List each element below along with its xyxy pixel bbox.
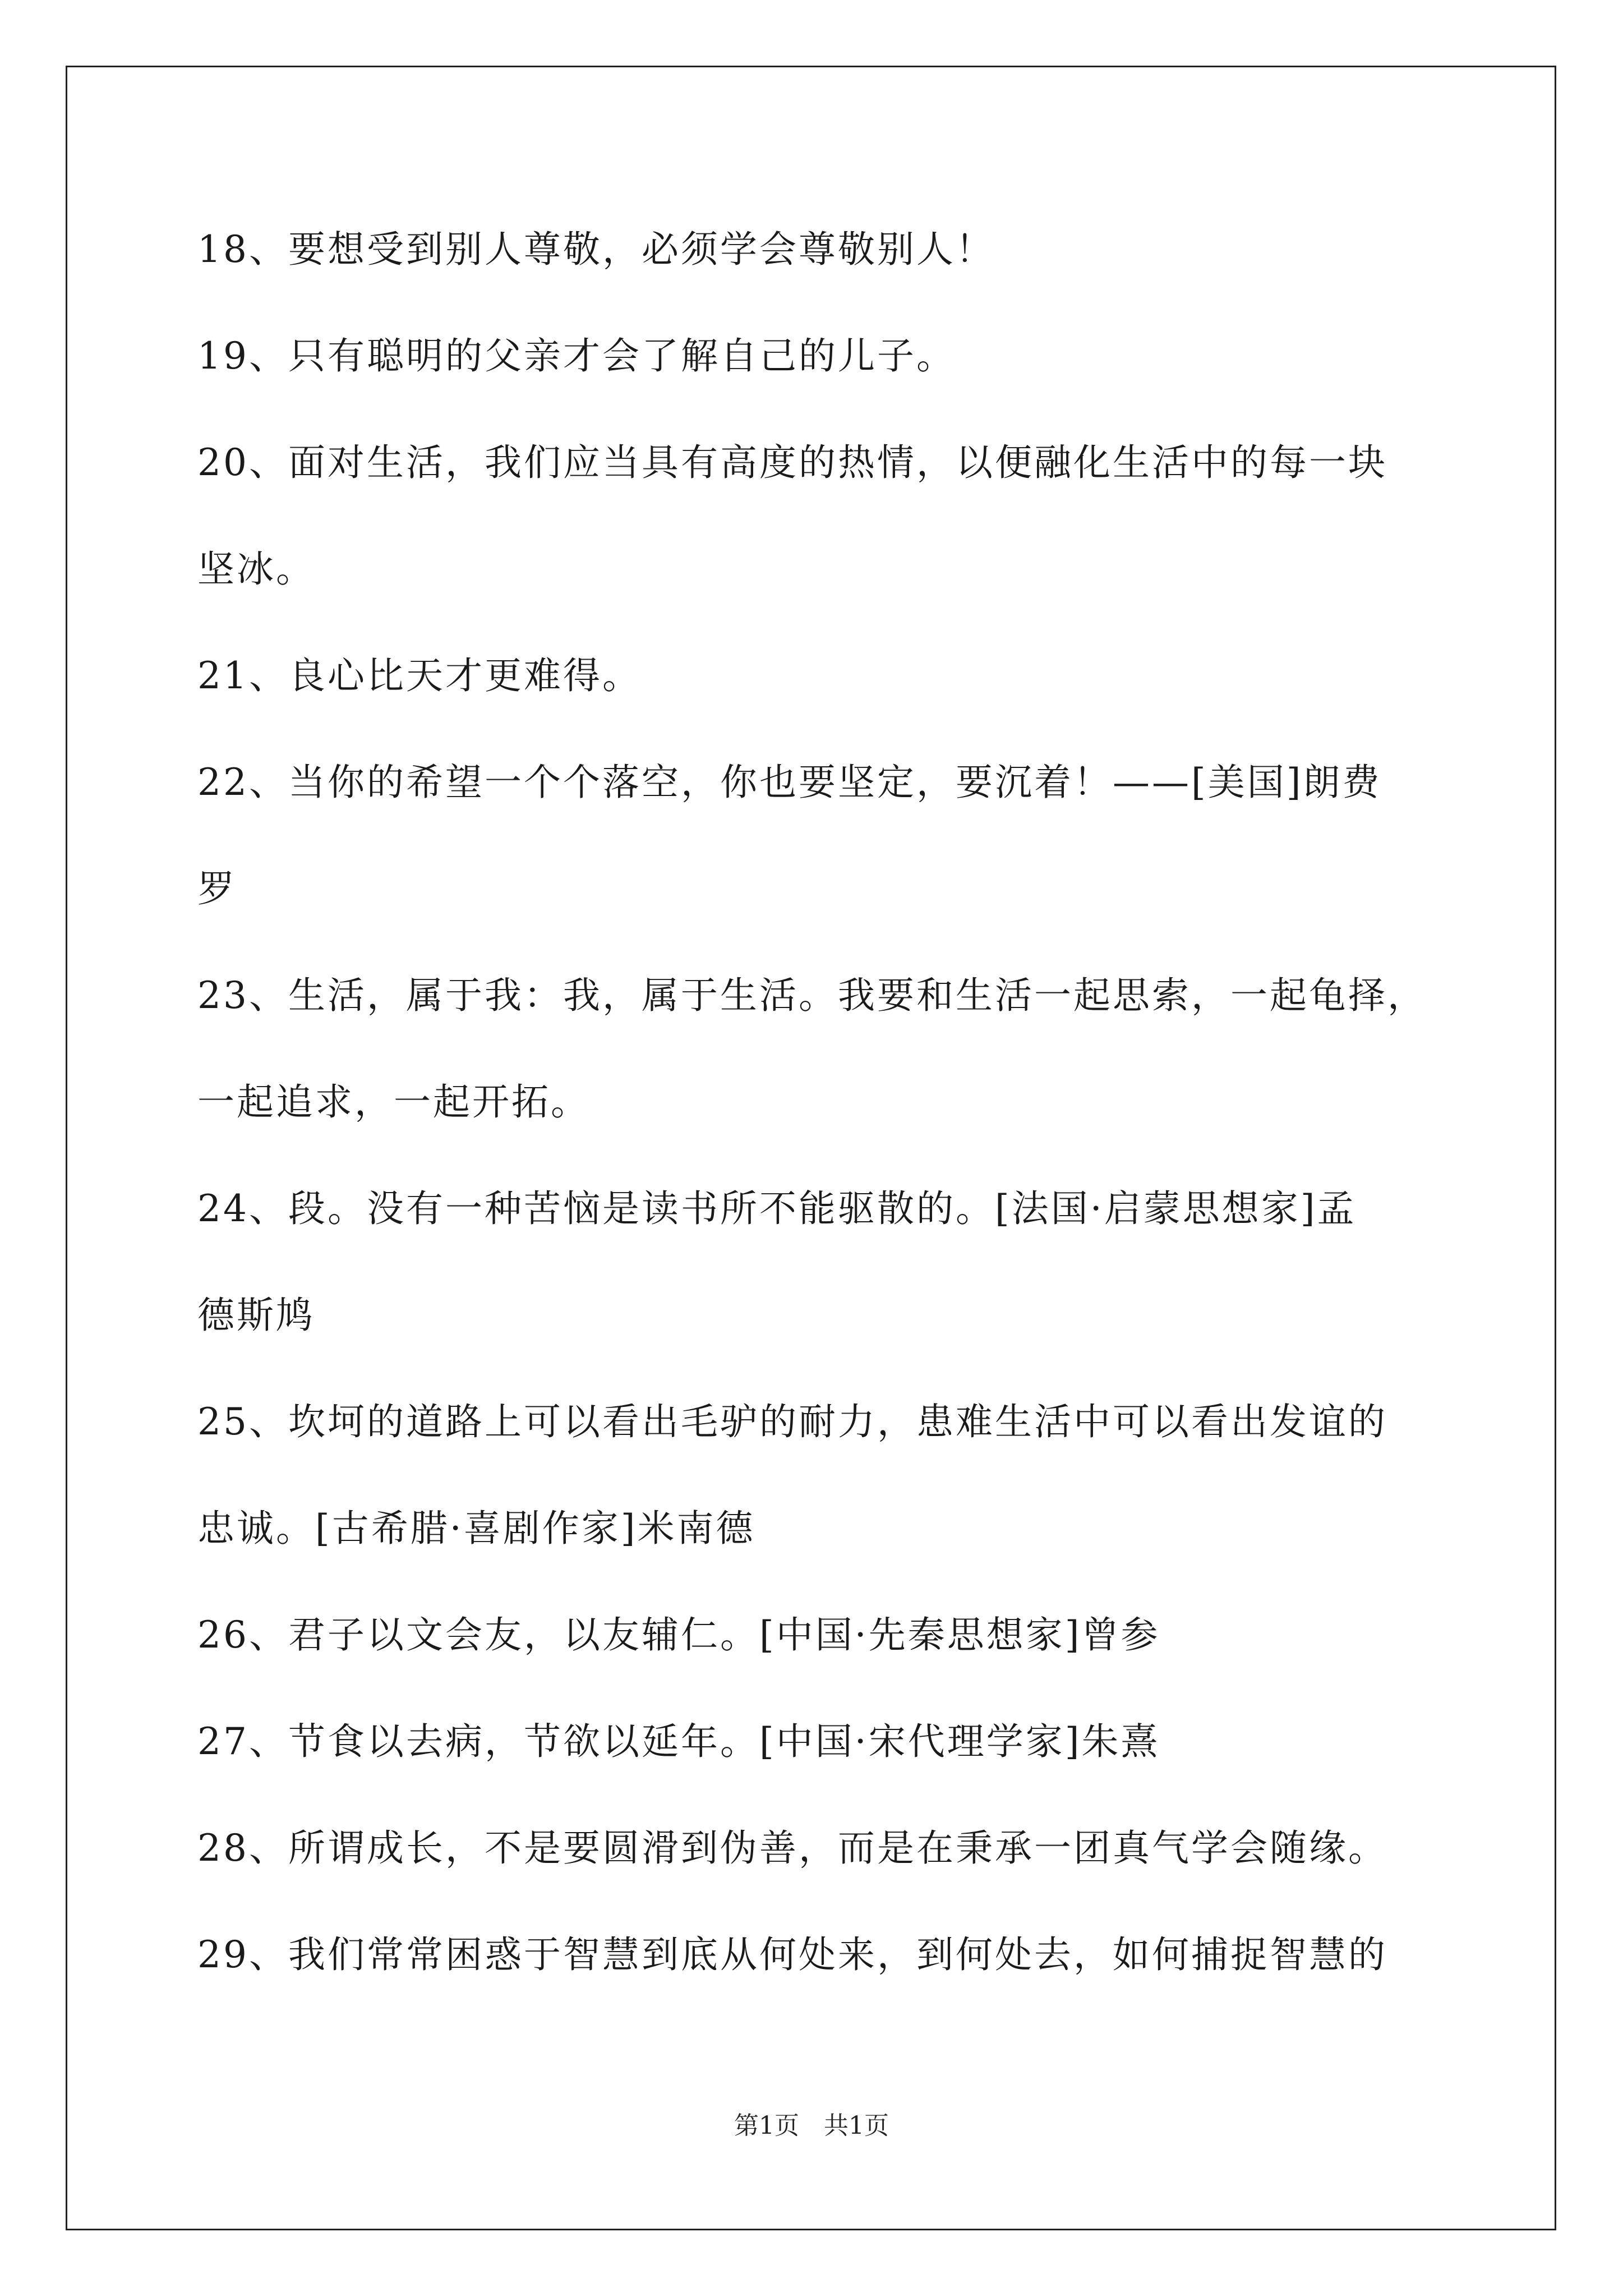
text-line-quote-27: 27、节食以去病，节欲以延年。[中国·宋代理学家]朱熹	[197, 1720, 1160, 1763]
text-line-quote-26: 26、君子以文会友，以友辅仁。[中国·先秦思想家]曾参	[197, 1613, 1160, 1657]
text-line-quote-19: 19、只有聪明的父亲才会了解自己的儿子。	[197, 334, 956, 378]
text-line-quote-20: 20、面对生活，我们应当具有高度的热情，以便融化生活中的每一块	[197, 441, 1387, 484]
text-line-quote-20-cont: 坚冰。	[197, 547, 315, 591]
text-line-quote-28: 28、所谓成长，不是要圆滑到伪善，而是在秉承一团真气学会随缘。	[197, 1826, 1387, 1870]
text-line-quote-23-cont: 一起追求，一起开拓。	[197, 1080, 590, 1124]
text-line-quote-21: 21、良心比天才更难得。	[197, 654, 642, 697]
text-line-quote-22-cont: 罗	[197, 867, 237, 910]
text-line-quote-22: 22、当你的希望一个个落空，你也要坚定，要沉着！——[美国]朗费	[197, 761, 1382, 804]
page-number-footer: 第1页 共1页	[734, 2111, 889, 2140]
page-border	[66, 66, 1556, 2230]
text-line-quote-25-cont: 忠诚。[古希腊·喜剧作家]米南德	[197, 1507, 755, 1550]
text-line-quote-24: 24、段。没有一种苦恼是读书所不能驱散的。[法国·启蒙思想家]孟	[197, 1187, 1357, 1230]
text-line-quote-24-cont: 德斯鸠	[197, 1294, 315, 1337]
text-line-quote-25: 25、坎坷的道路上可以看出毛驴的耐力，患难生活中可以看出发谊的	[197, 1400, 1387, 1443]
text-line-quote-29: 29、我们常常困惑于智慧到底从何处来，到何处去，如何捕捉智慧的	[197, 1933, 1387, 1976]
text-line-quote-18: 18、要想受到别人尊敬，必须学会尊敬别人！	[197, 228, 995, 271]
text-line-quote-23: 23、生活，属于我：我，属于生活。我要和生活一起思索，一起龟择，	[197, 974, 1427, 1017]
